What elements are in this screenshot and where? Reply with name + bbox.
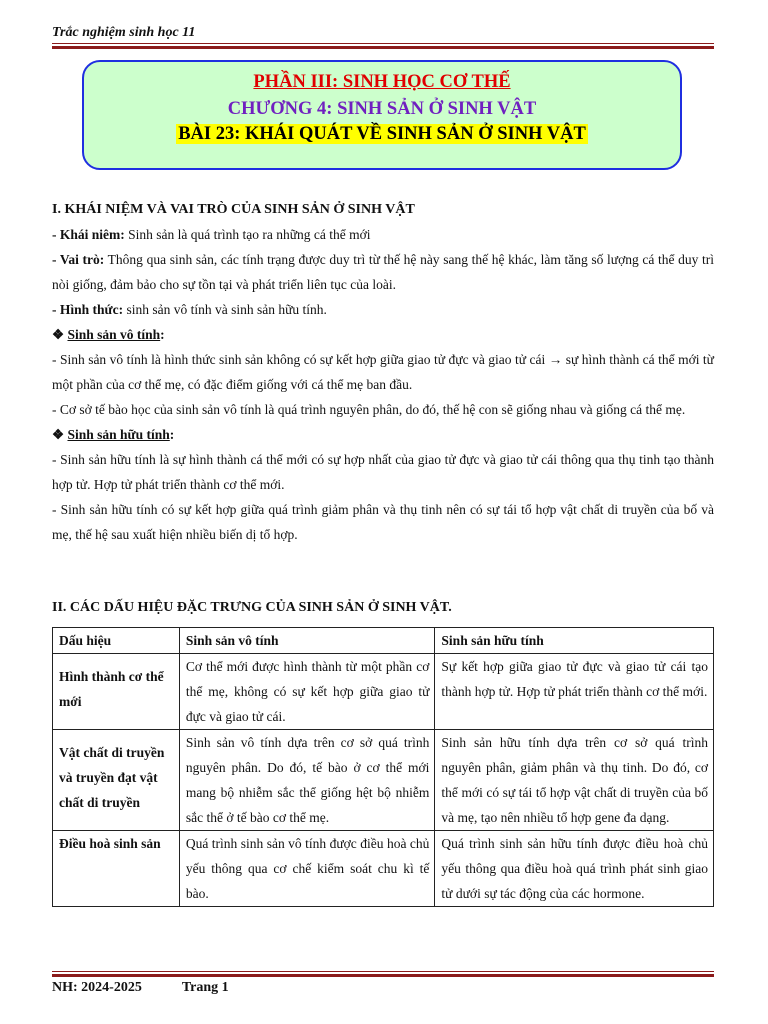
section-2-heading: II. CÁC DẤU HIỆU ĐẶC TRƯNG CỦA SINH SẢN Ở SINH VẬT. [52,600,452,615]
table-cell: Sinh sản vô tính dựa trên cơ sở quá trình nguyên phân. Do đó, tế bào ở cơ thể mới mang bộ nhiễm sắc thể giống hệt bộ nhiễm sắc thể ở tế bào cơ thể mẹ. [179,730,435,831]
role-text: Thông qua sinh sản, các tính trạng được duy trì từ thế hệ này sang thế hệ khác, làm tăng số lượng cá thể duy trì nòi giống, đảm bảo cho sự tồn tại và phát triển liên tục của loài. [52,252,714,292]
asexual-heading: ❖ Sinh sản vô tính: [52,327,165,342]
document-header-title: Trắc nghiệm sinh học 11 [52,25,196,40]
header-rule [52,43,714,49]
sexual-paragraph-1: - Sinh sản hữu tính là sự hình thành cá thể mới có sự hợp nhất của giao tử đực và giao tử cái thông qua thụ tinh tạo thành hợp tử. Hợp tử phát triển thành cơ thể mới. [52,452,714,492]
chapter-title: CHƯƠNG 4: SINH SẢN Ở SINH VẬT [227,99,537,119]
table-row [53,654,714,730]
asexual-paragraph-1: - Sinh sản vô tính là hình thức sinh sản không có sự kết hợp giữa giao tử đực và giao tử cái → sự hình thành cá thể mới từ một phần của cơ thể mẹ, có đặc điểm giống với cá thể mẹ ban đầu. [52,352,714,392]
role-label: - Vai trò: [52,252,105,267]
sexual-heading: ❖ Sinh sản hữu tính: [52,427,175,442]
table-cell: Quá trình sinh sản hữu tính được điều hoà chủ yếu thông qua điều hoà quá trình phát sinh giao tử dưới sự tác động của các hormone. [435,831,714,907]
forms-label: - Hình thức: [52,302,124,317]
sexual-paragraph-2: - Sinh sản hữu tính có sự kết hợp giữa quá trình giảm phân và thụ tinh nên có sự tái tổ hợp vật chất di truyền của bố và mẹ, thế hệ sau xuất hiện nhiều biến dị tổ hợp. [52,502,714,542]
section-1 [52,197,714,547]
lesson-title-text: BÀI 23: KHÁI QUÁT VỀ SINH SẢN Ở SINH VẬT [178,124,586,144]
table-cell: Cơ thể mới được hình thành từ một phần cơ thể mẹ, không có sự kết hợp giữa giao tử đực và giao tử cái. [179,654,435,730]
row-header: Vật chất di truyền và truyền đạt vật chất di truyền [53,730,180,831]
title-box [82,60,682,170]
column-header: Sinh sản hữu tính [435,628,714,654]
lesson-title [84,124,680,145]
characteristics-table [52,627,714,907]
asexual-paragraph-2: - Cơ sở tế bào học của sinh sản vô tính là quá trình nguyên phân, do đó, thế hệ con sẽ giống nhau và giống cá thể mẹ. [52,402,686,417]
footer-rule [52,971,714,977]
section-1-heading: I. KHÁI NIỆM VÀ VAI TRÒ CỦA SINH SẢN Ở SINH VẬT [52,202,415,217]
row-header: Điều hoà sinh sản [53,831,180,907]
table-cell: Quá trình sinh sản vô tính được điều hoà chủ yếu thông qua cơ chế kiểm soát chu kì tế bào. [179,831,435,907]
table-row [53,831,714,907]
column-header: Sinh sản vô tính [179,628,435,654]
role-paragraph [52,247,714,297]
table-row [53,730,714,831]
table-cell: Sinh sản hữu tính dựa trên cơ sở quá trình nguyên phân, giảm phân và thụ tinh. Do đó, cơ thể mới có sự tái tổ hợp vật chất di truyền của bố và mẹ, tạo nên nhiều tổ hợp gene đa dạng. [435,730,714,831]
part-title: PHẦN III: SINH HỌC CƠ THẾ [253,72,511,92]
diamond-bullet-icon: ❖ [52,327,65,342]
column-header: Dấu hiệu [53,628,180,654]
asexual-heading-text: Sinh sản vô tính [67,327,161,342]
table-header-row [53,628,714,654]
footer [52,980,229,996]
definition-text: Sinh sản là quá trình tạo ra những cá thể mới [124,227,371,242]
page-number: Trang 1 [181,980,229,995]
definition-paragraph [52,222,714,247]
diamond-bullet-icon: ❖ [52,427,65,442]
forms-paragraph [52,297,714,322]
definition-label: - Khái niêm: [52,227,125,242]
table-cell: Sự kết hợp giữa giao tử đực và giao tử cái tạo thành hợp tử. Hợp tử phát triển thành cơ thể mới. [435,654,714,730]
school-year: NH: 2024-2025 [52,980,142,995]
sexual-heading-text: Sinh sản hữu tính [67,427,170,442]
forms-text: sinh sản vô tính và sinh sản hữu tính. [123,302,327,317]
row-header: Hình thành cơ thể mới [53,654,180,730]
